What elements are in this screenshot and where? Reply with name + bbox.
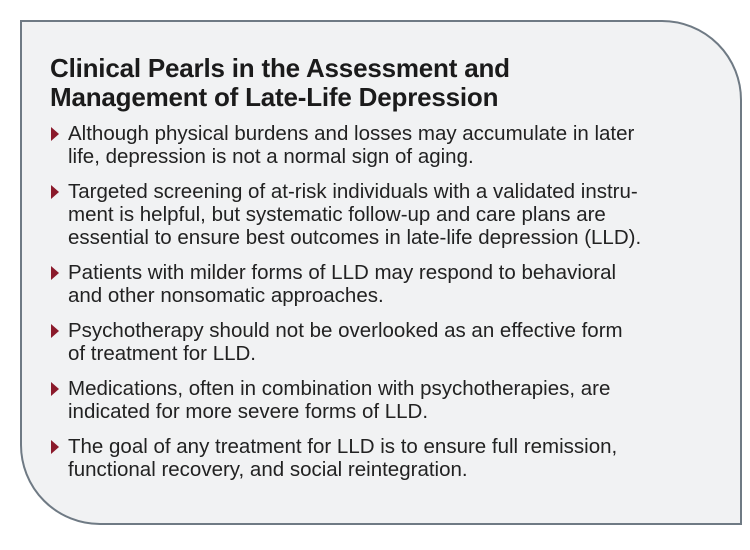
- list-item-line: Targeted screening of at-risk individuals with a validated instru-: [68, 180, 638, 203]
- triangle-bullet-icon: [51, 266, 59, 280]
- box-title: [50, 54, 714, 112]
- list-item: [50, 435, 714, 481]
- list-item: [50, 261, 714, 307]
- triangle-bullet-icon: [51, 185, 59, 199]
- list-item-line: Medications, often in combination with psychotherapies, are: [68, 377, 611, 400]
- triangle-bullet-icon: [51, 127, 59, 141]
- pearls-list: [50, 122, 714, 481]
- list-item-line: and other nonsomatic approaches.: [68, 284, 384, 307]
- list-item-line: life, depression is not a normal sign of aging.: [68, 145, 474, 168]
- list-item-line: Psychotherapy should not be overlooked as an effective form: [68, 319, 623, 342]
- list-item: [50, 377, 714, 423]
- title-line-2: Management of Late-Life Depression: [50, 82, 499, 112]
- list-item: [50, 122, 714, 168]
- list-item-line: ment is helpful, but systematic follow-up and care plans are: [68, 203, 606, 226]
- list-item-line: Patients with milder forms of LLD may respond to behavioral: [68, 261, 617, 284]
- triangle-bullet-icon: [51, 382, 59, 396]
- list-item-line: Although physical burdens and losses may accumulate in later: [68, 122, 635, 145]
- list-item-line: essential to ensure best outcomes in late-life depression (LLD).: [68, 226, 642, 249]
- triangle-bullet-icon: [51, 324, 59, 338]
- list-item-line: indicated for more severe forms of LLD.: [68, 400, 429, 423]
- list-item: [50, 319, 714, 365]
- clinical-pearls-box: [20, 20, 742, 525]
- list-item-line: functional recovery, and social reintegration.: [68, 458, 468, 481]
- title-line-1: Clinical Pearls in the Assessment and: [50, 53, 510, 83]
- list-item: [50, 180, 714, 249]
- triangle-bullet-icon: [51, 440, 59, 454]
- list-item-line: of treatment for LLD.: [68, 342, 257, 365]
- list-item-line: The goal of any treatment for LLD is to ensure full remission,: [68, 435, 618, 458]
